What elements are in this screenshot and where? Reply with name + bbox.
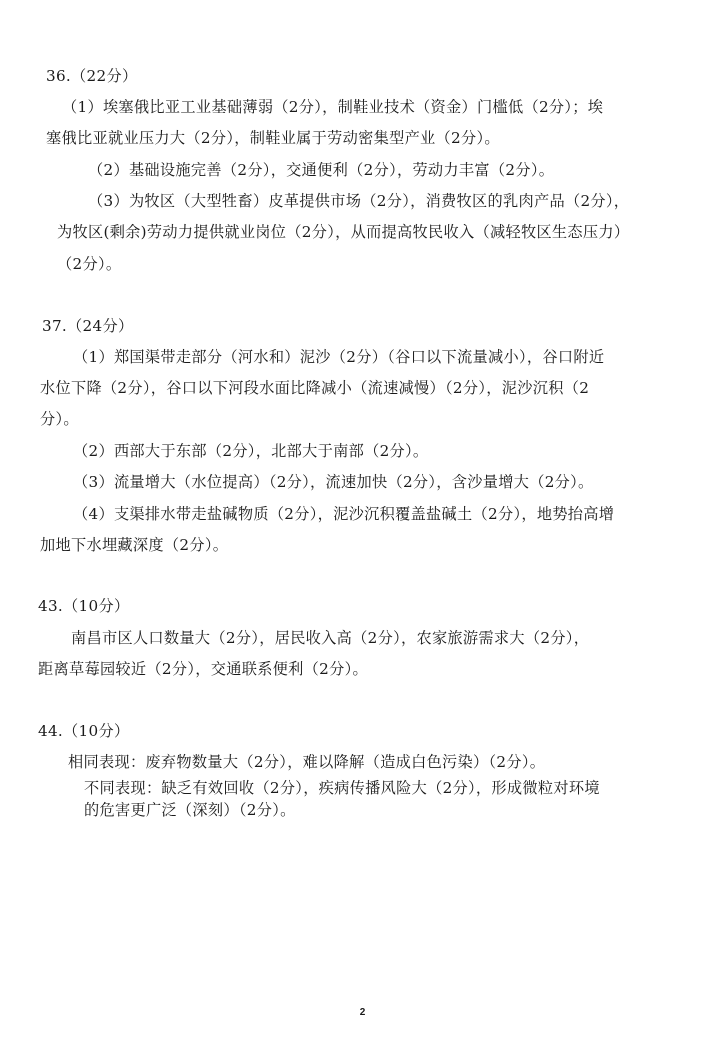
q37-part3-line1: （3）流量增大（水位提高）（2分），流速加快（2分），含沙量增大（2分）。 <box>73 473 594 491</box>
q44-diff-line2: 的危害更广泛（深刻）（2分）。 <box>84 801 296 819</box>
q37-heading: 37.（24分） <box>42 317 134 335</box>
q43-line2: 距离草莓园较近（2分），交通联系便利（2分）。 <box>38 660 368 678</box>
q36-part2-line1: （2）基础设施完善（2分），交通便利（2分），劳动力丰富（2分）。 <box>88 161 555 179</box>
q36-part3-line1: （3）为牧区（大型牲畜）皮革提供市场（2分），消费牧区的乳肉产品（2分）， <box>88 192 630 210</box>
q43-line1: 南昌市区人口数量大（2分），居民收入高（2分），农家旅游需求大（2分）， <box>71 629 590 647</box>
q37-part4-line2: 加地下水埋藏深度（2分）。 <box>40 536 229 554</box>
q36-part1-line2: 塞俄比亚就业压力大（2分），制鞋业属于劳动密集型产业（2分）。 <box>46 129 500 147</box>
q37-part2-line1: （2）西部大于东部（2分），北部大于南部（2分）。 <box>73 442 429 460</box>
q36-part1-line1: （1）埃塞俄比亚工业基础薄弱（2分），制鞋业技术（资金）门槛低（2分）；埃 <box>62 98 604 116</box>
page-number: 2 <box>359 1007 366 1018</box>
q37-part1-line1: （1）郑国渠带走部分（河水和）泥沙（2分）（谷口以下流量减小），谷口附近 <box>73 348 605 366</box>
q37-part1-line2: 水位下降（2分），谷口以下河段水面比降减小（流速减慢）（2分），泥沙沉积（2 <box>40 379 590 397</box>
q36-part3-line2: 为牧区(剩余)劳动力提供就业岗位（2分），从而提高牧民收入（减轻牧区生态压力） <box>57 223 630 241</box>
q43-heading: 43.（10分） <box>38 597 130 615</box>
q37-part4-line1: （4）支渠排水带走盐碱物质（2分），泥沙沉积覆盖盐碱土（2分），地势抬高增 <box>73 505 615 523</box>
q36-part3-line3: （2分）。 <box>57 255 122 273</box>
q44-heading: 44.（10分） <box>38 722 130 740</box>
q37-part1-line3: 分）。 <box>40 410 79 428</box>
q36-heading: 36.（22分） <box>46 67 138 85</box>
q44-diff-line1: 不同表现：缺乏有效回收（2分），疾病传播风险大（2分），形成微粒对环境 <box>84 779 600 797</box>
q44-same-line1: 相同表现：废弃物数量大（2分），难以降解（造成白色污染）（2分）。 <box>68 753 546 771</box>
